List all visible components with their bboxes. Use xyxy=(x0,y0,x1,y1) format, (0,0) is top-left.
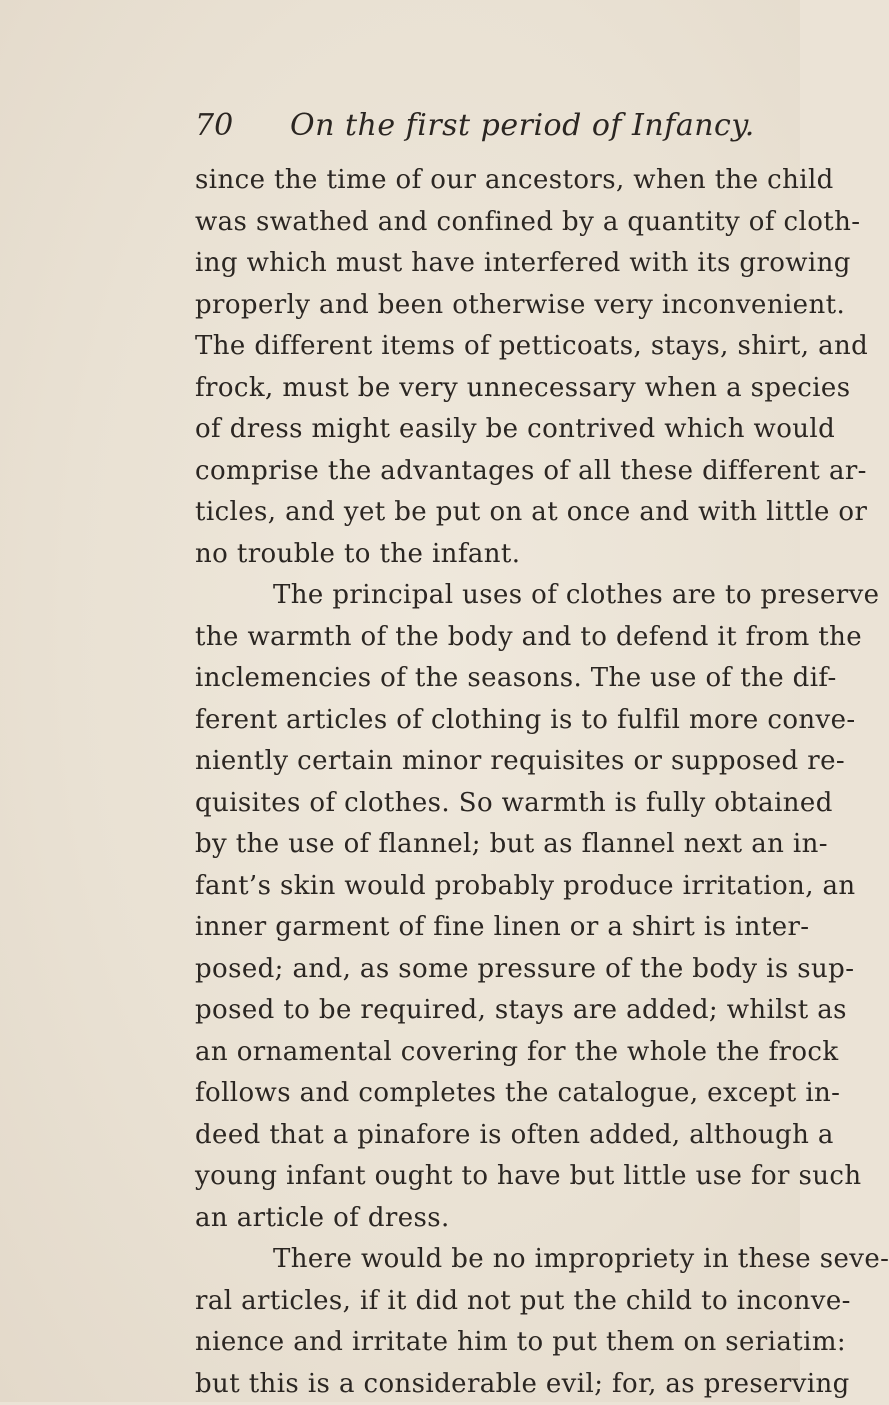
text-line: by the use of flannel; but as flannel next an in- xyxy=(195,824,765,866)
text-line: posed to be required, stays are added; whilst as xyxy=(195,990,765,1032)
running-head-title: On the first period of Infancy. xyxy=(290,108,755,143)
text-line: ing which must have interfered with its growing xyxy=(195,243,765,285)
running-head xyxy=(195,108,765,152)
text-line: quisites of clothes. So warmth is fully obtained xyxy=(195,783,765,825)
text-line: nience and irritate him to put them on seriatim: xyxy=(195,1322,765,1364)
text-line: The different items of petticoats, stays, shirt, and xyxy=(195,326,765,368)
text-line: niently certain minor requisites or supposed re- xyxy=(195,741,765,783)
text-line: ral articles, if it did not put the child to inconve- xyxy=(195,1281,765,1323)
text-line: posed; and, as some pressure of the body is sup- xyxy=(195,949,765,991)
paragraph-end-line: no trouble to the infant. xyxy=(195,534,765,576)
text-line: comprise the advantages of all these different ar- xyxy=(195,451,765,493)
text-line: fant’s skin would probably produce irritation, an xyxy=(195,866,765,908)
page-number: 70 xyxy=(195,108,233,143)
text-line: frock, must be very unnecessary when a species xyxy=(195,368,765,410)
text-line: inner garment of fine linen or a shirt is inter- xyxy=(195,907,765,949)
text-line: but this is a considerable evil; for, as preserving xyxy=(195,1364,765,1405)
paragraph-end-line: an article of dress. xyxy=(195,1198,765,1240)
text-line: inclemencies of the seasons. The use of the dif- xyxy=(195,658,765,700)
text-line: properly and been otherwise very inconvenient. xyxy=(195,285,765,327)
text-line: follows and completes the catalogue, except in- xyxy=(195,1073,765,1115)
text-line: of dress might easily be contrived which would xyxy=(195,409,765,451)
body-text xyxy=(195,160,765,1405)
text-line: since the time of our ancestors, when the child xyxy=(195,160,765,202)
paragraph-start-line: The principal uses of clothes are to preserve xyxy=(195,575,765,617)
text-line: was swathed and confined by a quantity of cloth- xyxy=(195,202,765,244)
text-line: the warmth of the body and to defend it from the xyxy=(195,617,765,659)
text-line: ticles, and yet be put on at once and with little or xyxy=(195,492,765,534)
paragraph-start-line: There would be no impropriety in these seve- xyxy=(195,1239,765,1281)
text-line: an ornamental covering for the whole the frock xyxy=(195,1032,765,1074)
text-line: young infant ought to have but little use for such xyxy=(195,1156,765,1198)
text-line: ferent articles of clothing is to fulfil more conve- xyxy=(195,700,765,742)
text-line: deed that a pinafore is often added, although a xyxy=(195,1115,765,1157)
